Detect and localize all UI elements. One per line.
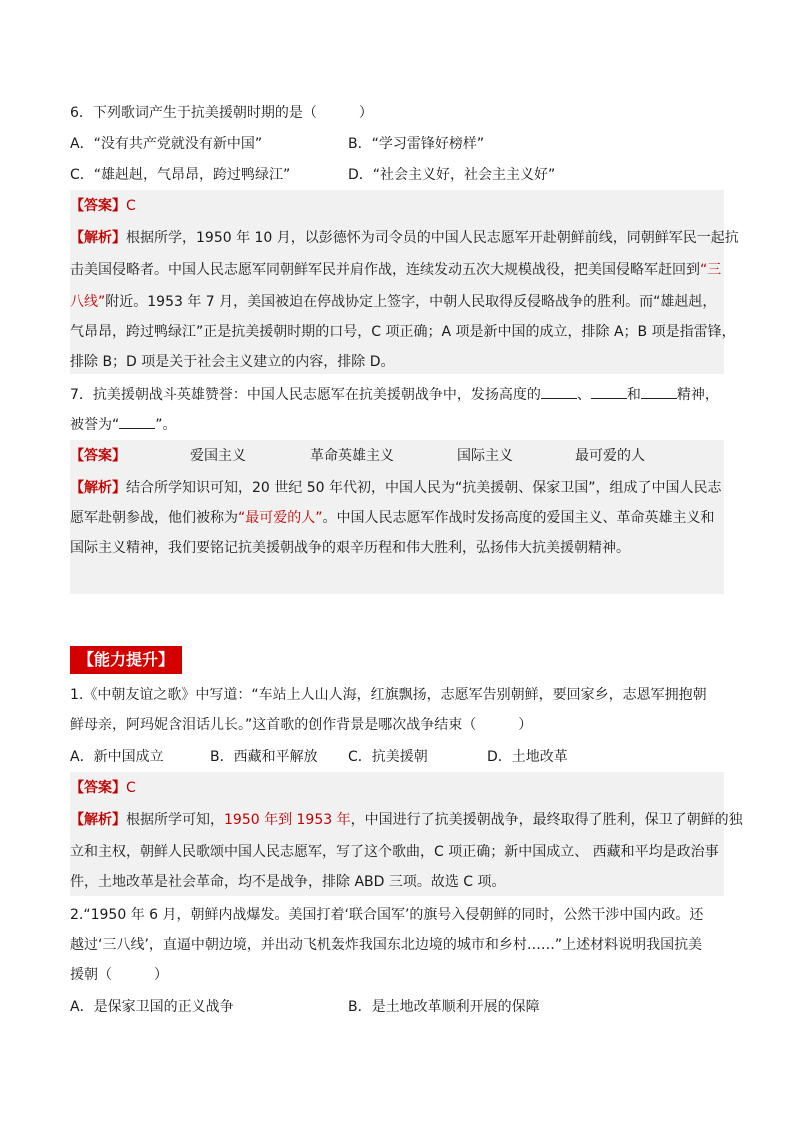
q7-stem-text: ”。: [155, 417, 177, 433]
q7-stem-line-2: [70, 414, 730, 435]
fill-blank: [641, 384, 677, 399]
q7-answer-3: 国际主义: [457, 448, 513, 464]
analysis-text: 结合所学知识可知，20 世纪 50 年代初，中国人民为“抗美援朝、保家卫国”，组成了中国人民志: [126, 480, 722, 496]
p1-option-d: D．土地改革: [487, 749, 568, 765]
q7-stem-line-1: [70, 384, 730, 405]
q6-option-b: B．“学习雷锋好榜样”: [348, 136, 485, 152]
q7-stem-text: 被誉为“: [70, 417, 120, 433]
analysis-label: 【解析】: [70, 480, 126, 496]
q7-separator: 和: [626, 387, 641, 403]
q6-option-c: C．“雄赳赳，气昂昂，跨过鸭绿江”: [70, 167, 291, 183]
analysis-highlight: 1950 年到 1953 年: [224, 812, 351, 828]
q7-analysis-line-2: [70, 508, 730, 528]
answer-label: 【答案】: [70, 198, 126, 214]
q6-stem: 6．下列歌词产生于抗美援朝时期的是（ ）: [70, 105, 373, 121]
fill-blank: [119, 414, 155, 429]
analysis-text: ，中国进行了抗美援朝战争，最终取得了胜利，保卫了朝鲜的独: [350, 812, 743, 828]
analysis-text: 。中国人民志愿军作战时发扬高度的爱国主义、革命英雄主义和: [322, 510, 715, 526]
p1-stem-line-2: 鲜母亲，阿玛妮含泪话儿长。”这首歌的创作背景是哪次战争结束（ ）: [70, 717, 533, 733]
analysis-label: 【解析】: [70, 230, 126, 246]
fill-blank: [591, 384, 627, 399]
p1-option-a: A．新中国成立: [70, 749, 164, 765]
q7-answer: [70, 446, 730, 466]
p1-option-c: C．抗美援朝: [348, 749, 428, 765]
analysis-text: 愿军赴朝参战，他们被称为: [70, 510, 238, 526]
q7-analysis-line-1: [70, 478, 730, 498]
p2-stem-line-3: 援朝（ ）: [70, 967, 168, 983]
q6-analysis-line-2: [70, 260, 730, 280]
q7-analysis-line-3: 国际主义精神，我们要铭记抗美援朝战争的艰辛历程和伟大胜利，弘扬伟大抗美援朝精神。: [70, 540, 630, 556]
answer-label: 【答案】: [70, 448, 126, 464]
analysis-highlight: “三: [700, 262, 722, 278]
q6-option-a: A．“没有共产党就没有新中国”: [70, 136, 263, 152]
q6-analysis-line-5: 排除 B；D 项是关于社会主义建立的内容，排除 D。: [70, 354, 395, 370]
p1-stem-line-1: 1.《中朝友谊之歌》中写道：“车站上人山人海，红旗飘扬，志愿军告别朝鲜，要回家乡，志恩军拥抱朝: [70, 687, 707, 703]
p1-analysis-line-3: 件，土地改革是社会革命，均不是战争，排除 ABD 三项。故选 C 项。: [70, 874, 506, 890]
p2-stem-line-2: 越过‘三八线’，直逼中朝边境，并出动飞机轰炸我国东北边境的城市和乡村……”上述材料说明我国抗美: [70, 937, 703, 953]
p1-answer: [70, 778, 730, 798]
section-title-ability: 【能力提升】: [70, 646, 182, 674]
q7-answer-4: 最可爱的人: [575, 448, 645, 464]
q6-analysis-line-3: [70, 292, 730, 312]
analysis-text: 根据所学可知，: [126, 812, 224, 828]
p1-analysis-line-2: 立和主权，朝鲜人民歌颂中国人民志愿军，写了这个歌曲，C 项正确；新中国成立、 西藏和平均是政治事: [70, 844, 719, 860]
analysis-text: 击美国侵略者。中国人民志愿军同朝鲜军民并肩作战，连续发动五次大规模战役，把美国侵略军赶回到: [70, 262, 700, 278]
p1-analysis-line-1: [70, 810, 743, 830]
p2-option-b: B．是土地改革顺利开展的保障: [348, 999, 540, 1015]
q6-analysis-line-4: 气昂昂，跨过鸭绿江”正是抗美援朝时期的口号，C 项正确；A 项是新中国的成立，排除 A；B 项是指雷锋，: [70, 324, 736, 340]
p1-option-b: B．西藏和平解放: [210, 749, 318, 765]
q7-stem-text: 7．抗美援朝战斗英雄赞誉：中国人民志愿军在抗美援朝战争中，发扬高度的: [70, 387, 541, 403]
answer-value: C: [126, 198, 136, 214]
answer-value: C: [126, 780, 136, 796]
p2-stem-line-1: 2.“1950 年 6 月，朝鲜内战爆发。美国打着‘联合国军’的旗号入侵朝鲜的同时，公然干涉中国内政。还: [70, 907, 704, 923]
q7-stem-text: 精神，: [676, 387, 719, 403]
q7-answer-2: 革命英雄主义: [310, 448, 394, 464]
answer-label: 【答案】: [70, 780, 126, 796]
analysis-highlight: 八线”: [70, 294, 106, 310]
q7-separator: 、: [576, 387, 591, 403]
analysis-highlight: “最可爱的人”: [238, 510, 323, 526]
analysis-label: 【解析】: [70, 812, 126, 828]
p2-option-a: A．是保家卫国的正义战争: [70, 999, 234, 1015]
analysis-text: 附近。1953 年 7 月，美国被迫在停战协定上签字，中朝人民取得反侵略战争的胜利。而“雄赳赳，: [105, 294, 717, 310]
fill-blank: [541, 384, 577, 399]
analysis-text: 根据所学，1950 年 10 月，以彭德怀为司令员的中国人民志愿军开赴朝鲜前线，同朝鲜军民一起抗: [126, 230, 739, 246]
q6-analysis-line-1: [70, 228, 739, 248]
q6-answer-box: [70, 190, 724, 374]
q7-answer-1: 爱国主义: [190, 448, 246, 464]
q6-option-d: D．“社会主义好，社会主主义好”: [348, 167, 556, 183]
q6-answer: [70, 196, 730, 216]
